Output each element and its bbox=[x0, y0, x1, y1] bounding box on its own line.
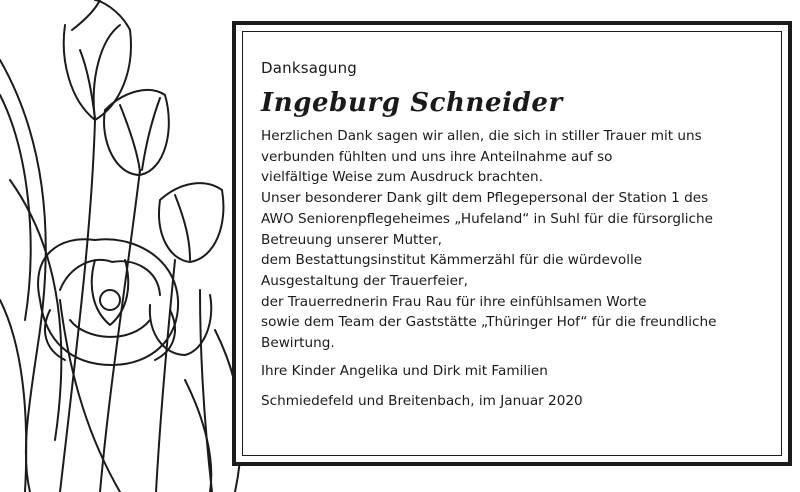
notice-frame bbox=[232, 21, 792, 466]
notice-overline: Danksagung bbox=[261, 59, 357, 77]
body-line: verbunden fühlten und uns ihre Anteilnahme auf so bbox=[261, 148, 613, 165]
notice-content bbox=[261, 59, 771, 411]
body-line: Betreuung unserer Mutter, bbox=[261, 231, 442, 248]
body-line: Unser besonderer Dank gilt dem Pflegepersonal der Station 1 des bbox=[261, 190, 709, 207]
body-line: der Trauerrednerin Frau Rau für ihre einfühlsamen Worte bbox=[261, 293, 647, 310]
signature-line: Ihre Kinder Angelika und Dirk mit Familien bbox=[261, 362, 548, 379]
notice-body bbox=[261, 126, 771, 354]
body-line: Bewirtung. bbox=[261, 335, 335, 352]
body-line: AWO Seniorenpflegeheimes „Hufeland“ in Suhl für die fürsorgliche bbox=[261, 210, 714, 227]
body-line: dem Bestattungsinstitut Kämmerzähl für die würdevolle bbox=[261, 252, 643, 269]
body-line: Herzlichen Dank sagen wir allen, die sich in stiller Trauer mit uns bbox=[261, 128, 702, 144]
body-line: sowie dem Team der Gaststätte „Thüringer Hof“ für die freundliche bbox=[261, 314, 717, 331]
place-date-line: Schmiedefeld und Breitenbach, im Januar 2020 bbox=[261, 392, 583, 409]
body-line: vielfältige Weise zum Ausdruck brachten. bbox=[261, 169, 543, 186]
body-line: Ausgestaltung der Trauerfeier, bbox=[261, 272, 468, 289]
tulip-illustration bbox=[0, 0, 250, 492]
deceased-name: Ingeburg Schneider bbox=[261, 88, 563, 118]
